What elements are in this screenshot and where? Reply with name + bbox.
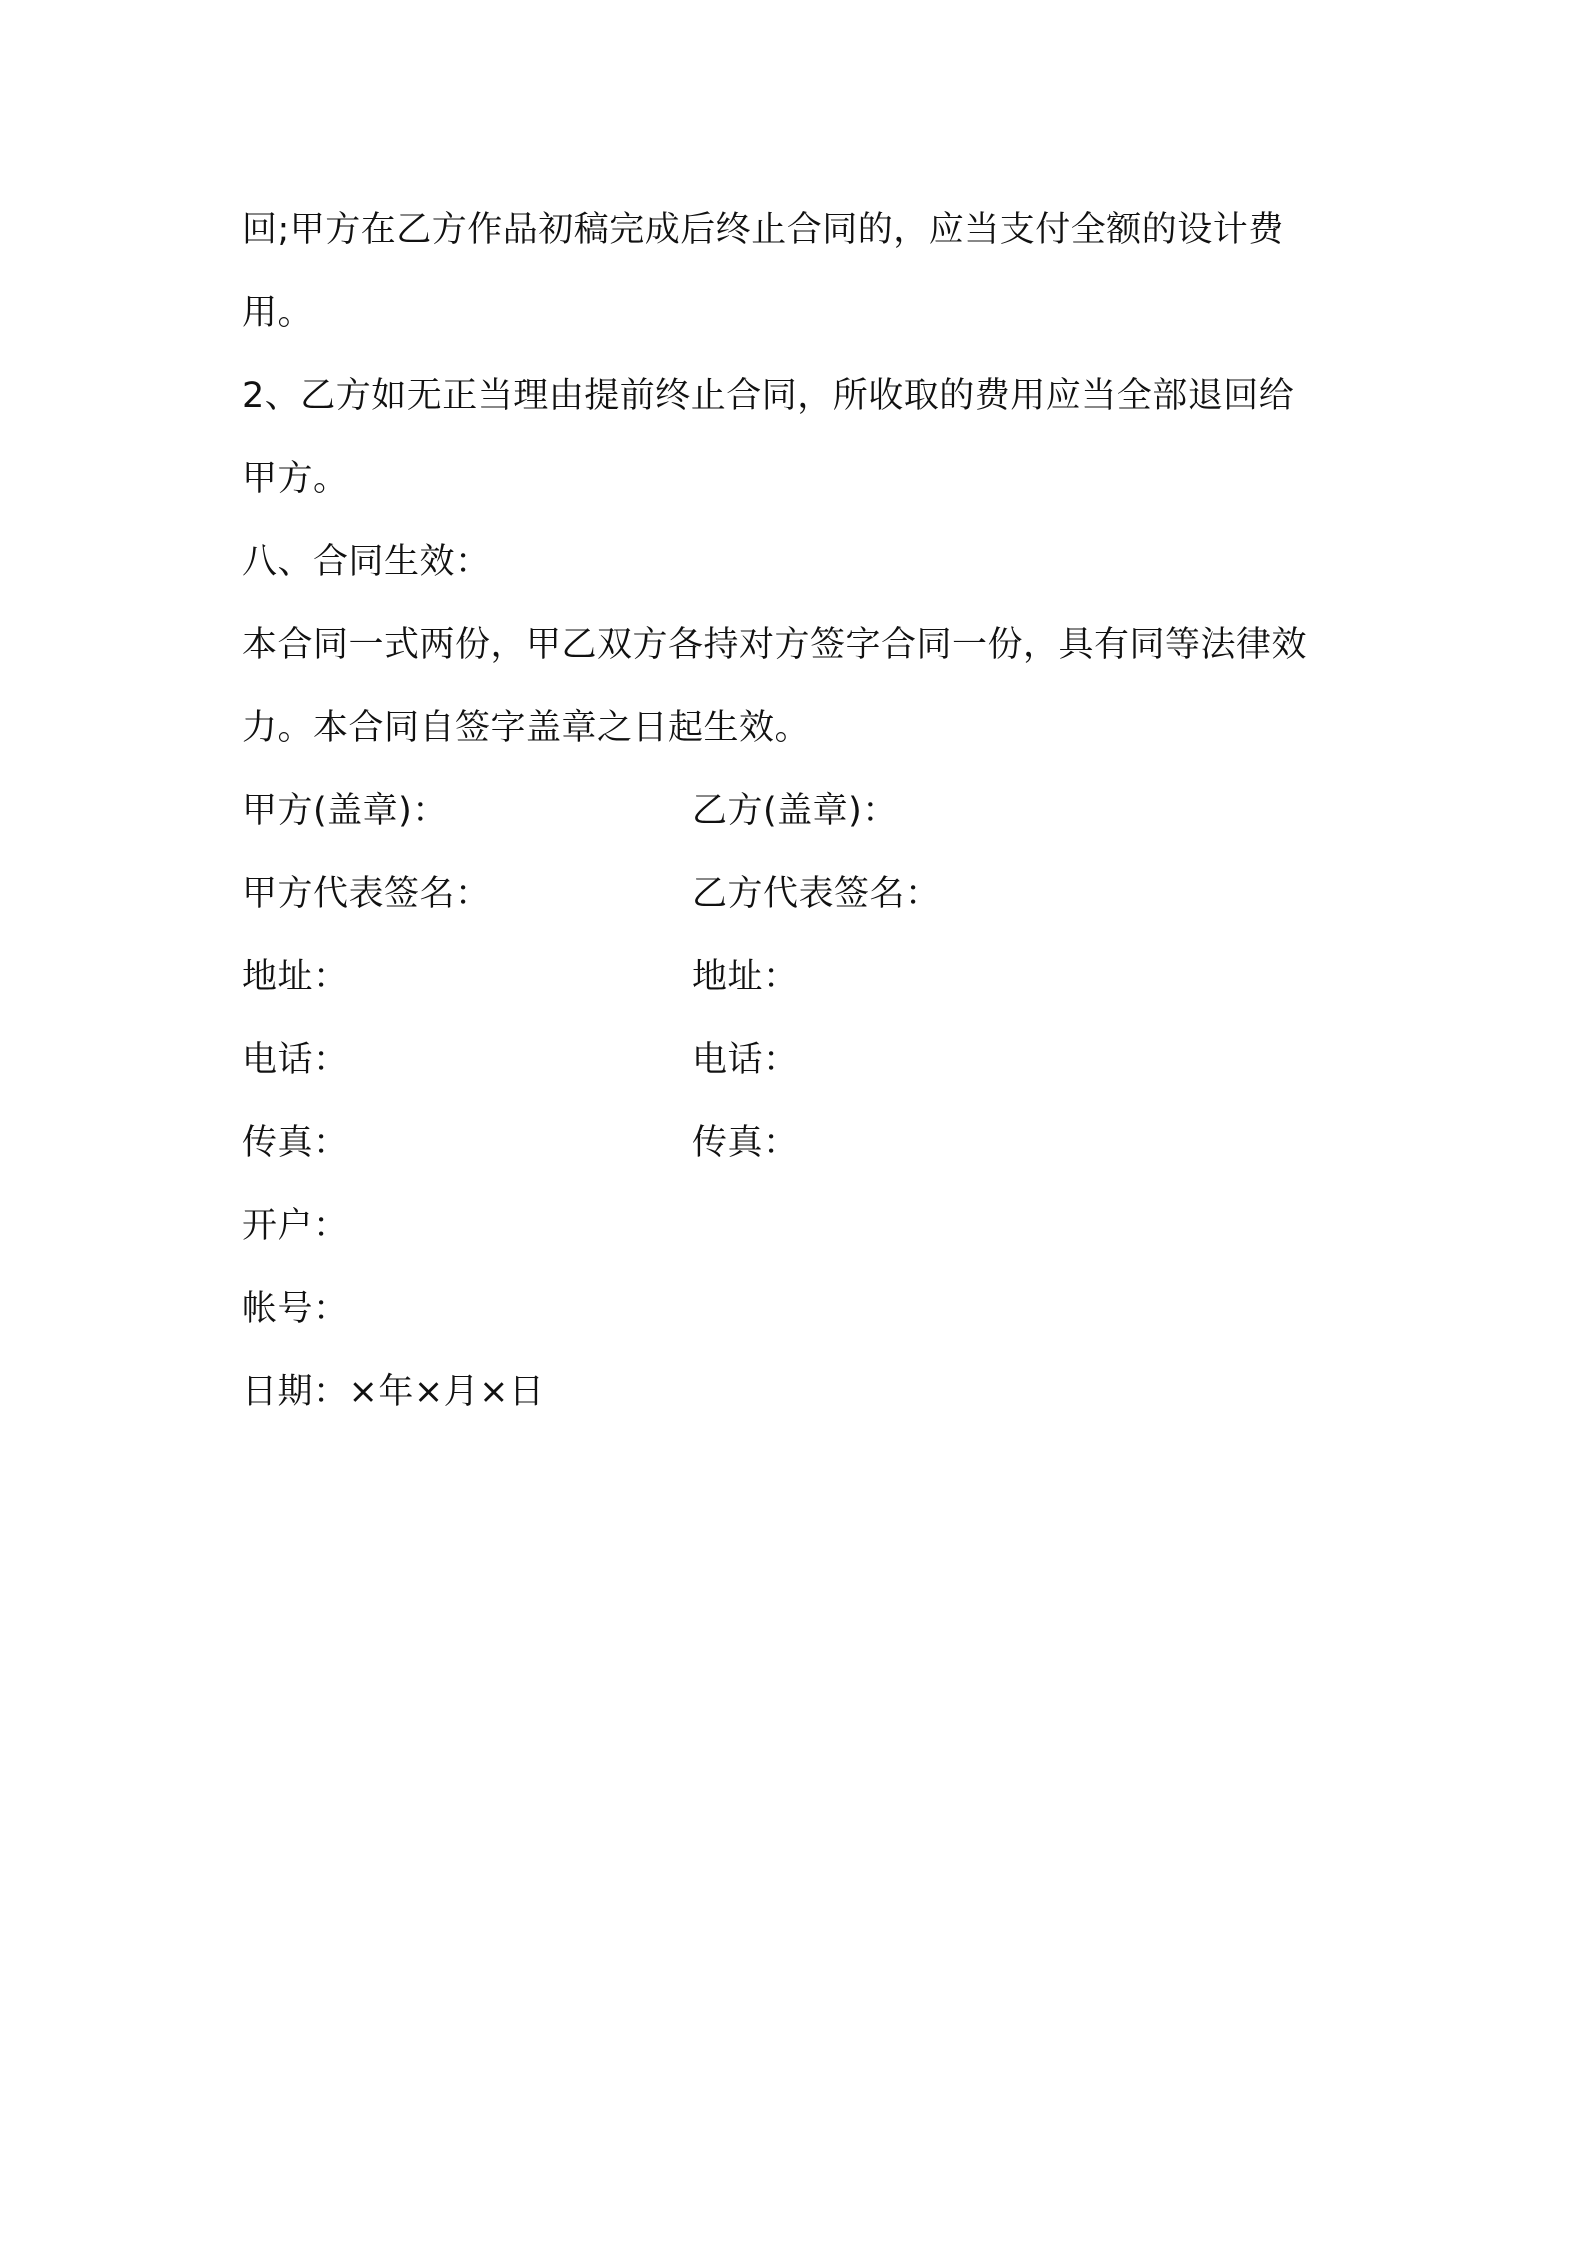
paragraph-line-1: 回;甲方在乙方作品初稿完成后终止合同的，应当支付全额的设计费	[242, 210, 1284, 250]
party-a-address-label: 地址：	[242, 957, 349, 997]
party-b-fax-label: 传真：	[692, 1123, 799, 1163]
party-a-phone-label: 电话：	[242, 1040, 349, 1080]
signing-date-label: 日期：×年×月×日	[242, 1372, 545, 1412]
party-b-representative-label: 乙方代表签名：	[692, 874, 941, 914]
section-heading-contract-effect: 八、合同生效：	[242, 542, 491, 582]
party-a-seal-label: 甲方(盖章)：	[242, 791, 448, 831]
party-a-fax-label: 传真：	[242, 1123, 349, 1163]
party-a-account-label: 帐号：	[242, 1289, 349, 1329]
party-a-bank-label: 开户：	[242, 1206, 349, 1246]
party-b-address-label: 地址：	[692, 957, 799, 997]
party-b-seal-label: 乙方(盖章)：	[692, 791, 898, 831]
paragraph-line-7: 力。本合同自签字盖章之日起生效。	[242, 708, 811, 748]
paragraph-line-3: 2、乙方如无正当理由提前终止合同，所收取的费用应当全部退回给	[242, 376, 1295, 416]
party-a-representative-label: 甲方代表签名：	[242, 874, 491, 914]
paragraph-line-4: 甲方。	[242, 459, 349, 499]
paragraph-line-6: 本合同一式两份，甲乙双方各持对方签字合同一份，具有同等法律效	[242, 625, 1308, 665]
party-b-phone-label: 电话：	[692, 1040, 799, 1080]
paragraph-line-2: 用。	[242, 293, 314, 333]
